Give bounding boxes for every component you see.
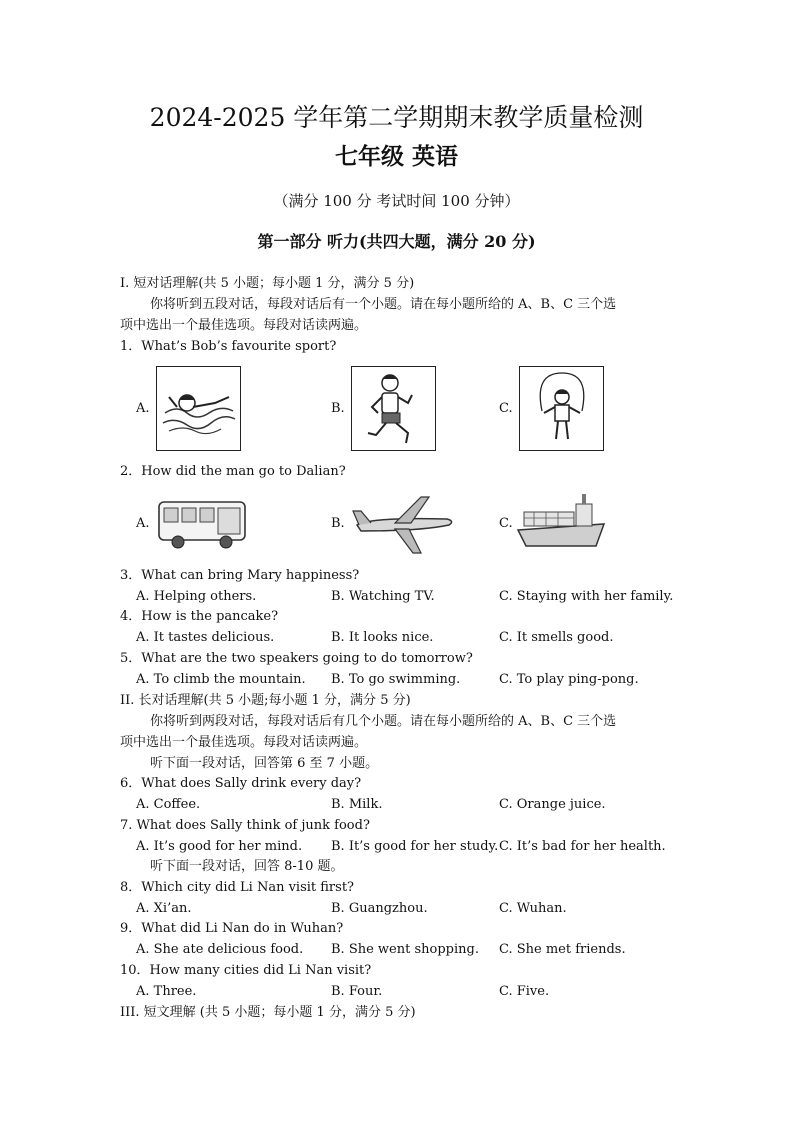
- q4-option-b: B. It looks nice.: [331, 630, 434, 645]
- section-2-heading: II. 长对话理解(共 5 小题;每小题 1 分，满分 5 分): [120, 693, 411, 708]
- dialog-2-note: 听下面一段对话，回答 8-10 题。: [150, 859, 344, 874]
- question-7: 7. What does Sally think of junk food?: [120, 818, 370, 833]
- q3-option-b: B. Watching TV.: [331, 589, 435, 604]
- section-1-instruction-line2: 项中选出一个最佳选项。每段对话读两遍。: [120, 318, 368, 333]
- q8-option-c: C. Wuhan.: [499, 901, 567, 916]
- q9-option-a: A. She ate delicious food.: [136, 942, 304, 957]
- airplane-picture: [351, 493, 457, 555]
- bus-picture: [156, 496, 250, 552]
- part-title: 第一部分 听力(共四大题，满分 20 分): [257, 232, 536, 251]
- question-4: 4．How is the pancake?: [120, 609, 279, 624]
- section-1-heading: I. 短对话理解(共 5 小题；每小题 1 分，满分 5 分): [120, 276, 415, 291]
- q10-option-c: C. Five.: [499, 984, 550, 999]
- q1-option-a-label: A.: [136, 401, 150, 416]
- q6-option-b: B. Milk.: [331, 797, 383, 812]
- question-2: 2．How did the man go to Dalian?: [120, 464, 346, 479]
- question-5: 5．What are the two speakers going to do tomorrow?: [120, 651, 473, 666]
- q4-option-c: C. It smells good.: [499, 630, 614, 645]
- section-2-instruction-line1: 你将听到两段对话，每段对话后有几个小题。请在每小题所给的 A、B、C 三个选: [150, 714, 617, 729]
- question-6: 6．What does Sally drink every day?: [120, 776, 362, 791]
- q9-option-c: C. She met friends.: [499, 942, 626, 957]
- section-3-heading: III. 短文理解 (共 5 小题；每小题 1 分，满分 5 分): [120, 1005, 416, 1020]
- q8-option-a: A. Xi’an.: [136, 901, 192, 916]
- q1-option-c-label: C.: [499, 401, 513, 416]
- runner-icon: [352, 367, 435, 450]
- q7-option-a: A. It’s good for her mind.: [136, 839, 303, 854]
- swimming-picture: [156, 366, 241, 451]
- q5-option-a: A. To climb the mountain.: [136, 672, 306, 687]
- q2-option-b-label: B.: [331, 516, 345, 531]
- q9-option-b: B. She went shopping.: [331, 942, 479, 957]
- question-1: 1．What’s Bob’s favourite sport?: [120, 339, 337, 354]
- rope-skipper-icon: [520, 367, 603, 450]
- question-3: 3．What can bring Mary happiness?: [120, 568, 360, 583]
- question-9: 9．What did Li Nan do in Wuhan?: [120, 921, 344, 936]
- dialog-1-note: 听下面一段对话，回答第 6 至 7 小题。: [150, 756, 379, 771]
- q5-option-c: C. To play ping-pong.: [499, 672, 639, 687]
- running-picture: [351, 366, 436, 451]
- section-2-instruction-line2: 项中选出一个最佳选项。每段对话读两遍。: [120, 735, 368, 750]
- q3-option-c: C. Staying with her family.: [499, 589, 674, 604]
- q5-option-b: B. To go swimming.: [331, 672, 461, 687]
- q8-option-b: B. Guangzhou.: [331, 901, 428, 916]
- swimmer-icon: [157, 367, 240, 450]
- section-1-instruction-line1: 你将听到五段对话，每段对话后有一个小题。请在每小题所给的 A、B、C 三个选: [150, 297, 617, 312]
- q3-option-a: A. Helping others.: [136, 589, 257, 604]
- q7-option-c: C. It’s bad for her health.: [499, 839, 666, 854]
- q10-option-b: B. Four.: [331, 984, 383, 999]
- exam-info: （满分 100 分 考试时间 100 分钟）: [273, 192, 520, 210]
- exam-subtitle: 七年级 英语: [334, 143, 458, 170]
- q6-option-a: A. Coffee.: [136, 797, 201, 812]
- q10-option-a: A. Three.: [136, 984, 197, 999]
- q7-option-b: B. It’s good for her study.: [331, 839, 499, 854]
- q2-option-c-label: C.: [499, 516, 513, 531]
- question-8: 8．Which city did Li Nan visit first?: [120, 880, 355, 895]
- q2-option-a-label: A.: [136, 516, 150, 531]
- q1-option-b-label: B.: [331, 401, 345, 416]
- exam-title: 2024-2025 学年第二学期期末教学质量检测: [149, 103, 644, 132]
- rope-skipping-picture: [519, 366, 604, 451]
- ship-picture: [516, 490, 608, 552]
- question-10: 10．How many cities did Li Nan visit?: [120, 963, 372, 978]
- q4-option-a: A. It tastes delicious.: [136, 630, 275, 645]
- q6-option-c: C. Orange juice.: [499, 797, 606, 812]
